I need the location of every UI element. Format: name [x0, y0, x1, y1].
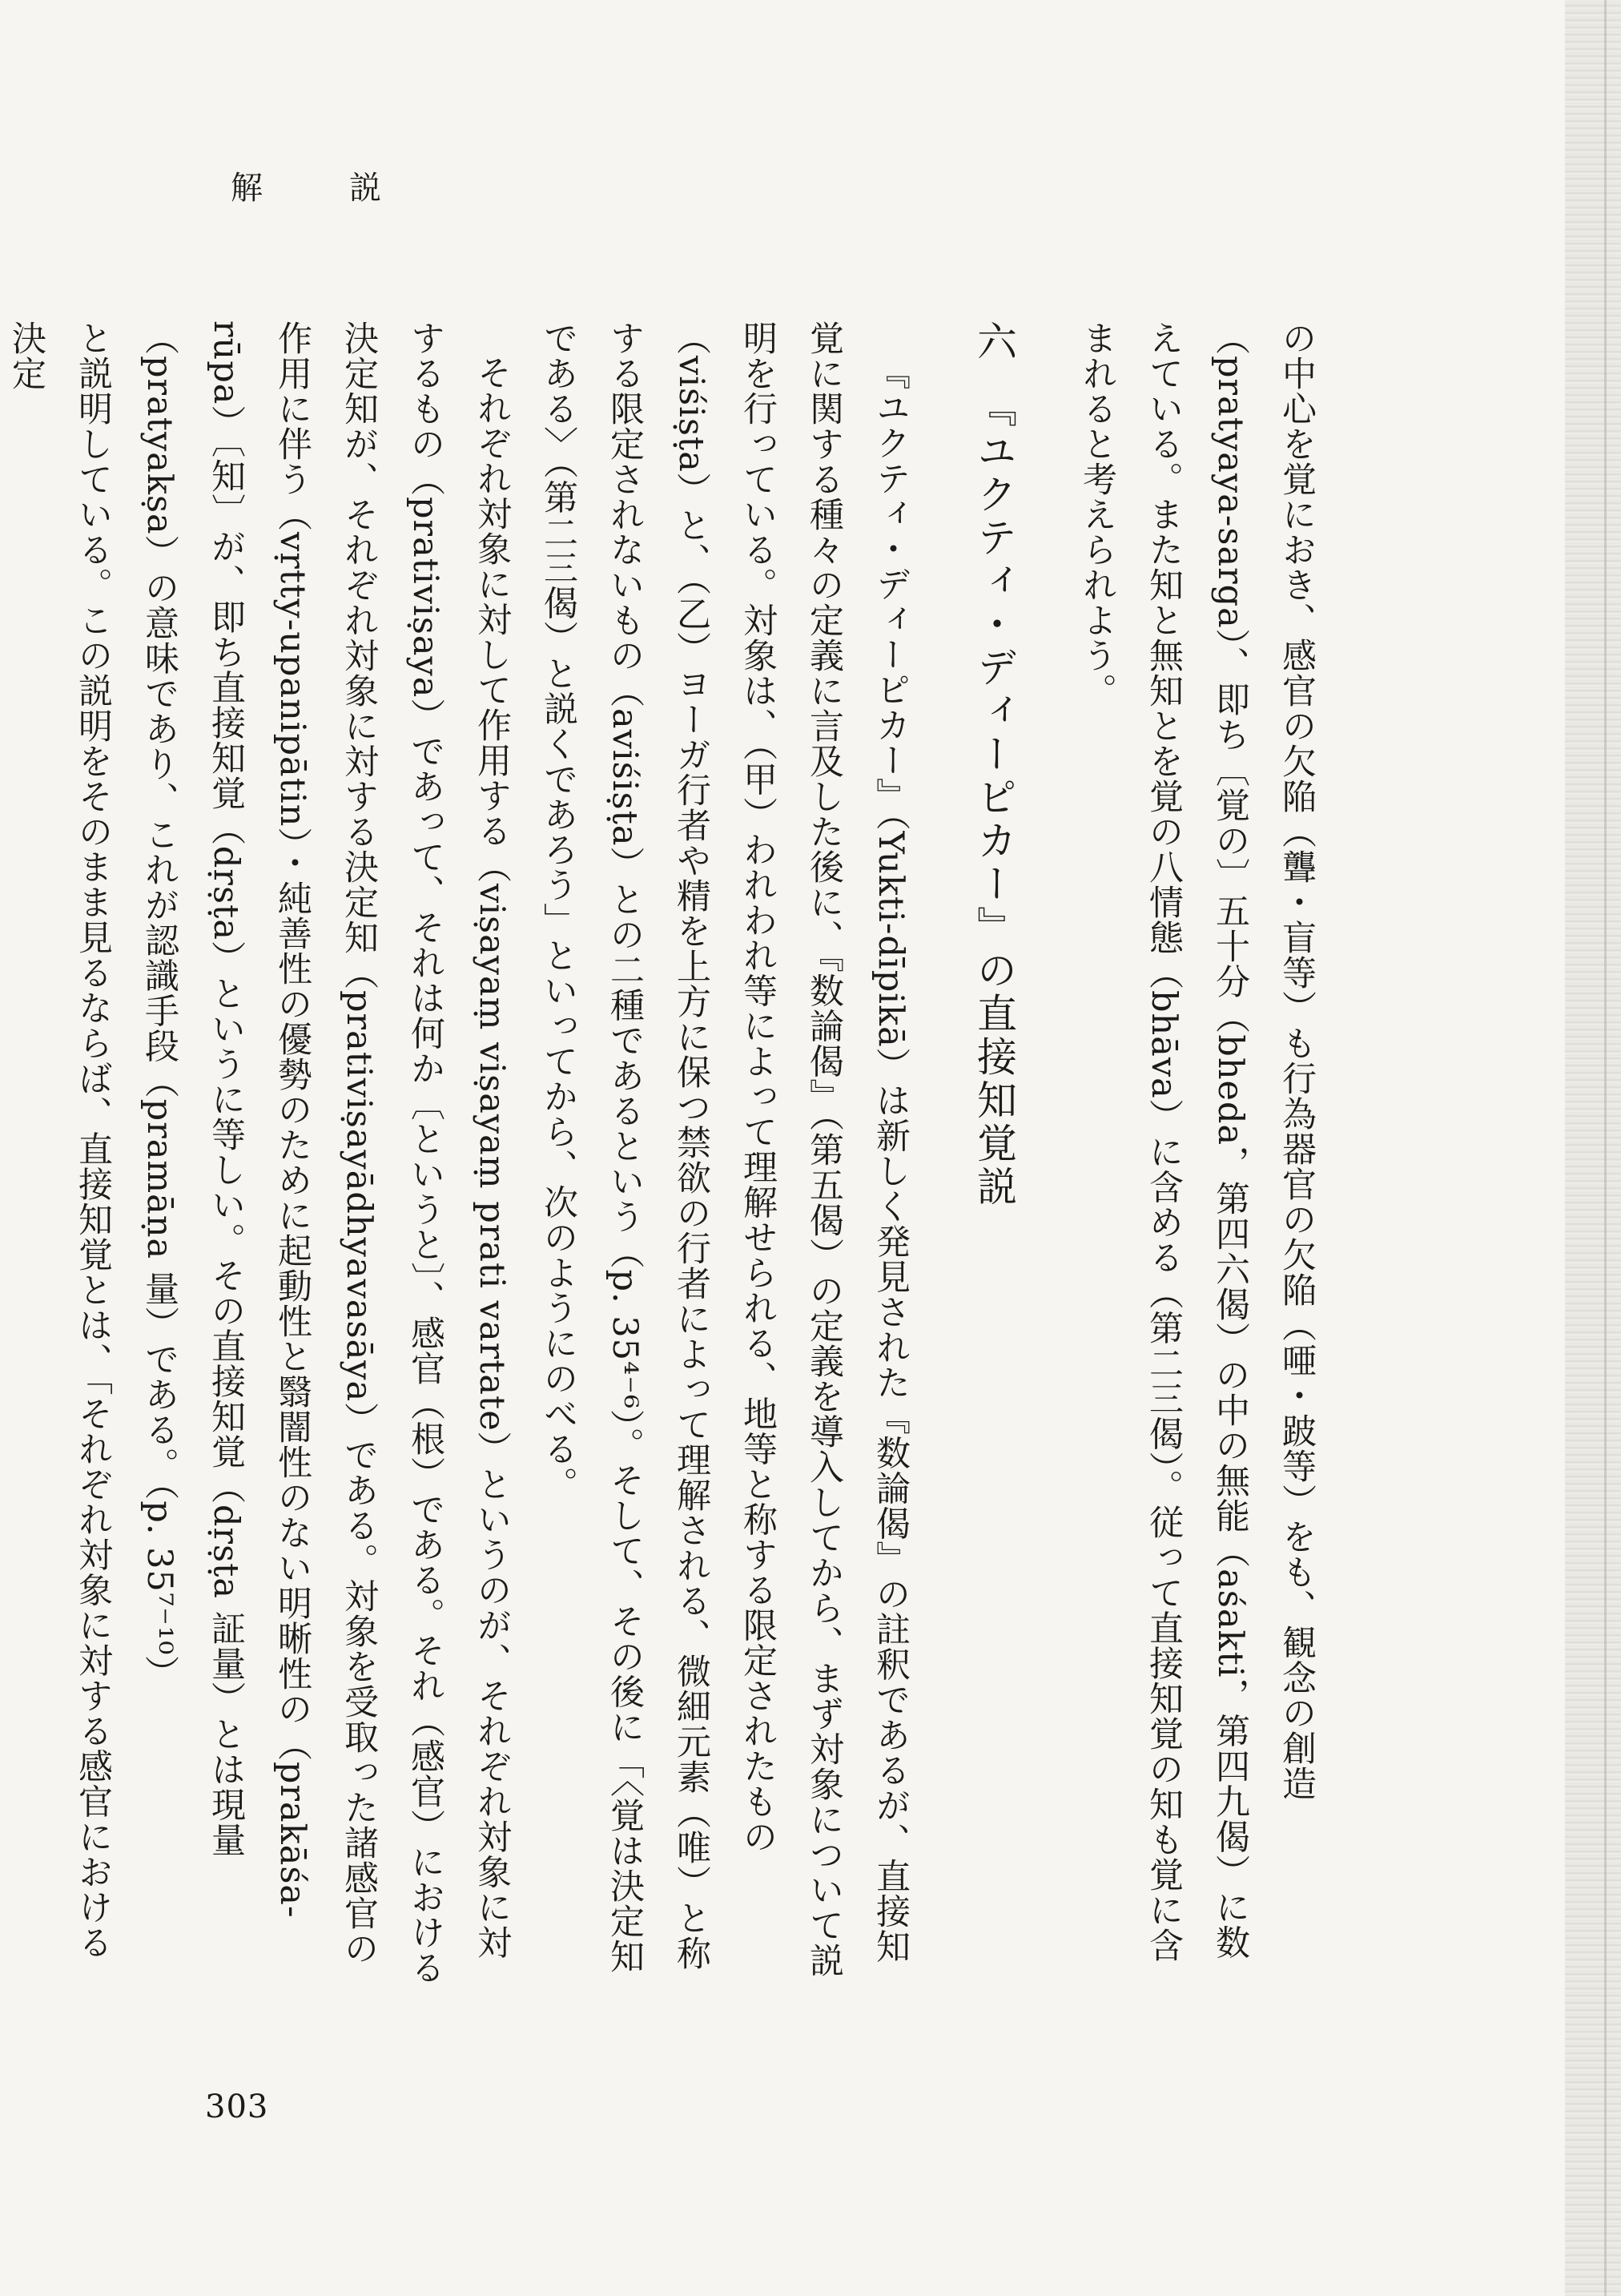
paragraph-explanation: と説明している。この説明をそのまま見るならば、直接知覚とは、「それぞれ対象に対する感官における決定 [6, 320, 113, 1960]
paragraph-quotation: それぞれ対象に対して作用する（viṣayaṃ viṣayaṃ prati vartate）というのが、それぞれ対象に対するもの（prativiṣaya）であって、それは何か〔というと〕、感官（根）である。それ（感官）における決定知が、それぞれ対象に対する決定知（prativiṣayādhyavasāya）である。対象を受取った諸感官の作用に伴う（vṛtty-upanipātin）・純善性の優勢のために起動性と翳闇性のない明晰性の（prakāśa-rūpa）〔知〕が、即ち直接知覚（dṛṣṭa）というに等しい。その直接知覚（dṛṣṭa 証量）とは現量（pratyakṣa）の意味であり、これが認識手段（pramāṇa 量）である。（p. 35⁷⁻¹⁰） [139, 320, 512, 1985]
body-text [6, 320, 1329, 1987]
scan-edge-line [1604, 0, 1607, 2296]
section-heading: 六 『ユクティ・ディーピカー』の直接知覚説 [971, 320, 1017, 1209]
running-head: 解 説 [231, 170, 408, 207]
paragraph-continuation: の中心を覚におき、感官の欠陥（聾・盲等）も行為器官の欠陥（唖・跛等）をも、観念の創造（pratyaya-sarga）、即ち〔覚の〕五十分（bheda，第四六偈）の中の無能（aśakti，第四九偈）に数えている。また知と無知とを覚の八情態（bhāva）に含める（第二三偈）。従って直接知覚の知も覚に含まれると考えられよう。 [1077, 320, 1317, 1964]
page-number: 303 [205, 2089, 269, 2125]
scan-edge [1565, 0, 1621, 2296]
paragraph-yukti-dipika: 『ユクティ・ディーピカー』（Yukti-dīpikā）は新しく発見された『数論偈』の註釈であるが、直接知覚に関する種々の定義に言及した後に、『数論偈』（第五偈）の定義を導入してから、まず対象について説明を行っている。対象は、（甲）われわれ等によって理解せられる、地等と称する限定されたもの（viśiṣṭa）と、（乙）ヨーガ行者や精を上方に保つ禁欲の行者によって理解される、微細元素（唯）と称する限定されないもの（aviśiṣṭa）との二種であるという（p. 35⁴⁻⁶）。そして、その後に「〈覚は決定知である〉（第二三偈）と説くであろう」といってから、次のようにのべる。 [538, 320, 911, 1978]
